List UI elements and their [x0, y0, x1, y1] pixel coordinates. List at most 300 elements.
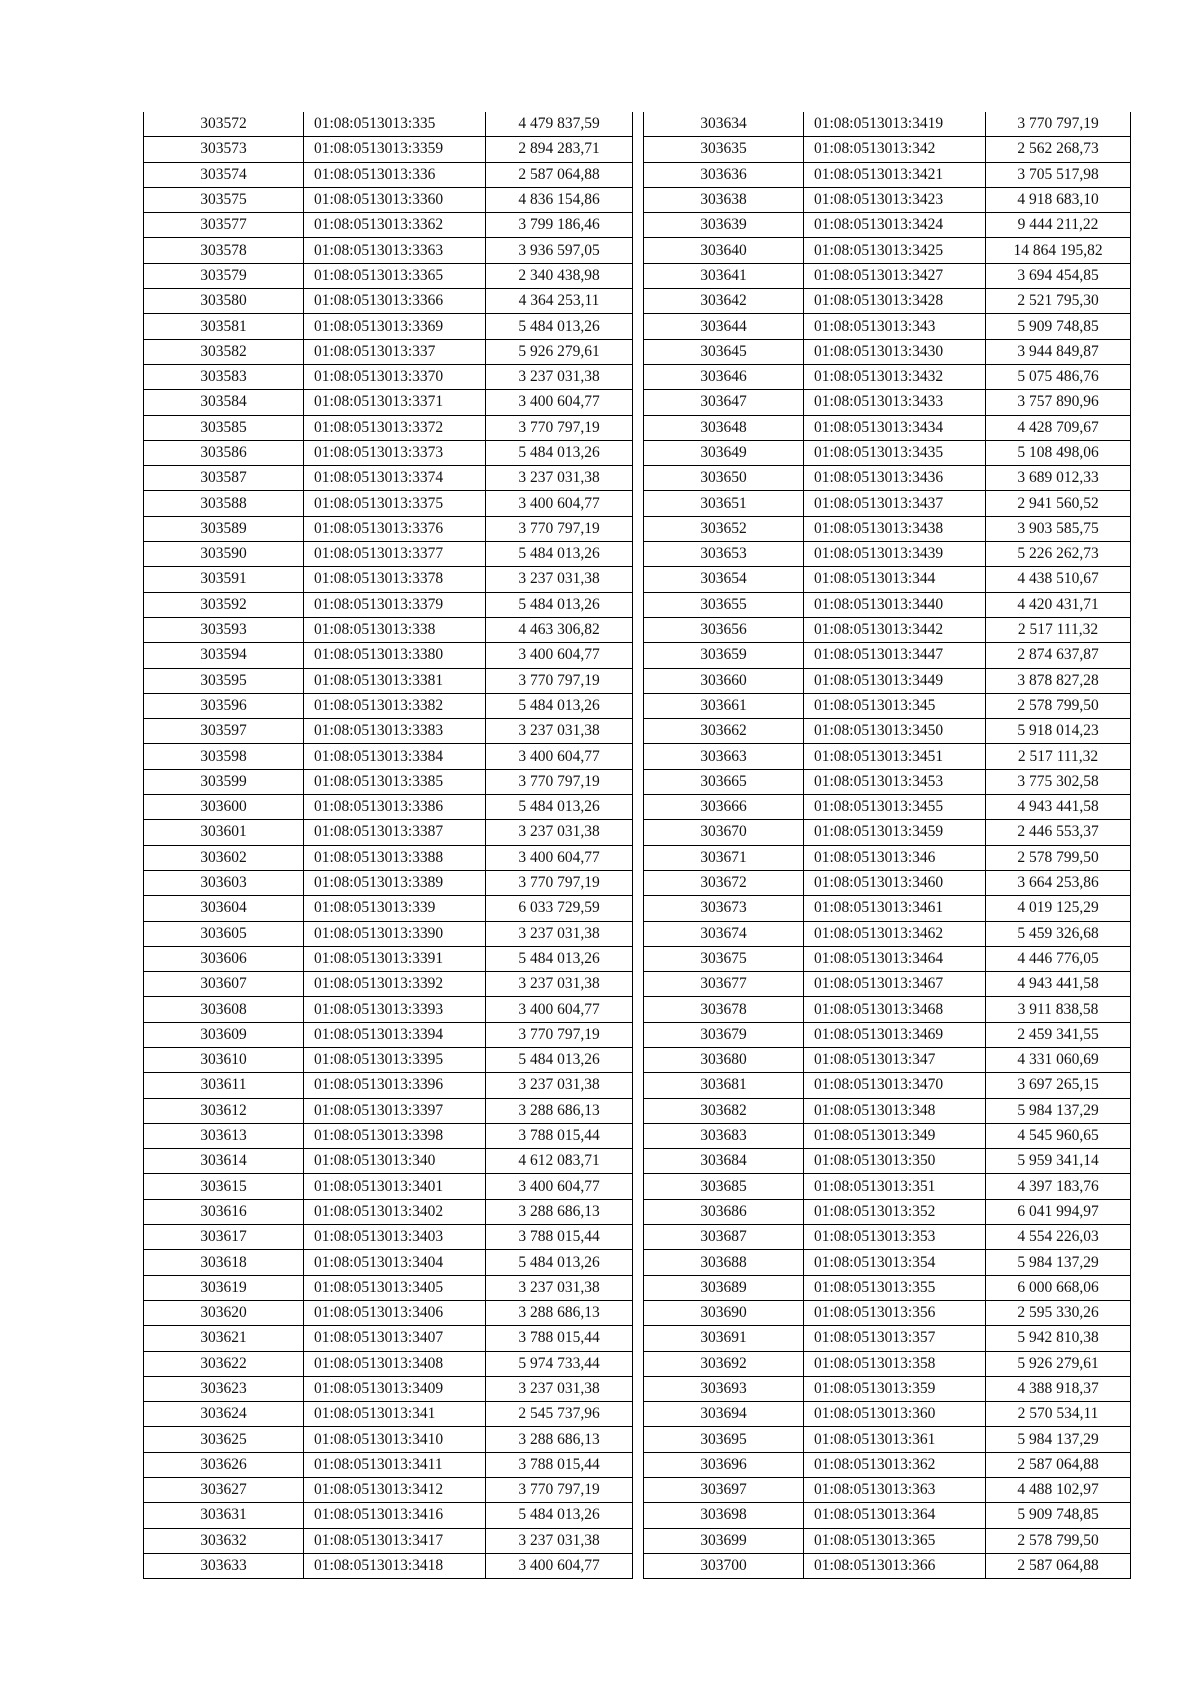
row-number-cell: 303572	[144, 112, 304, 137]
value-cell: 3 788 015,44	[486, 1452, 633, 1477]
row-number-cell: 303602	[144, 845, 304, 870]
cadastral-number-cell: 01:08:0513013:3416	[304, 1503, 486, 1528]
cadastral-number-cell: 01:08:0513013:3395	[304, 1047, 486, 1072]
table-row	[144, 162, 633, 187]
row-number-cell: 303593	[144, 617, 304, 642]
row-number-cell: 303634	[644, 112, 804, 137]
table-row	[144, 137, 633, 162]
cadastral-number-cell: 01:08:0513013:3382	[304, 693, 486, 718]
value-cell: 5 484 013,26	[486, 693, 633, 718]
row-number-cell: 303693	[644, 1376, 804, 1401]
table-row	[644, 744, 1131, 769]
cadastral-number-cell: 01:08:0513013:3469	[804, 1022, 986, 1047]
value-cell: 3 237 031,38	[486, 1528, 633, 1553]
value-cell: 2 587 064,88	[986, 1452, 1131, 1477]
table-row	[144, 1376, 633, 1401]
row-number-cell: 303615	[144, 1174, 304, 1199]
row-number-cell: 303683	[644, 1123, 804, 1148]
row-number-cell: 303583	[144, 364, 304, 389]
value-cell: 4 943 441,58	[986, 795, 1131, 820]
table-row	[144, 946, 633, 971]
row-number-cell: 303670	[644, 820, 804, 845]
row-number-cell: 303598	[144, 744, 304, 769]
value-cell: 3 288 686,13	[486, 1427, 633, 1452]
cadastral-number-cell: 01:08:0513013:3370	[304, 364, 486, 389]
table-row	[644, 1427, 1131, 1452]
cadastral-number-cell: 01:08:0513013:362	[804, 1452, 986, 1477]
row-number-cell: 303575	[144, 187, 304, 212]
cadastral-number-cell: 01:08:0513013:3387	[304, 820, 486, 845]
value-cell: 5 926 279,61	[986, 1351, 1131, 1376]
row-number-cell: 303646	[644, 364, 804, 389]
row-number-cell: 303678	[644, 997, 804, 1022]
row-number-cell: 303636	[644, 162, 804, 187]
cadastral-number-cell: 01:08:0513013:3386	[304, 795, 486, 820]
table-row	[144, 112, 633, 137]
row-number-cell: 303659	[644, 643, 804, 668]
row-number-cell: 303580	[144, 289, 304, 314]
value-cell: 5 484 013,26	[486, 440, 633, 465]
table-row	[644, 1250, 1131, 1275]
value-cell: 5 959 341,14	[986, 1149, 1131, 1174]
row-number-cell: 303627	[144, 1478, 304, 1503]
table-row	[644, 516, 1131, 541]
cadastral-number-cell: 01:08:0513013:3402	[304, 1199, 486, 1224]
table-row	[144, 1478, 633, 1503]
value-cell: 4 943 441,58	[986, 972, 1131, 997]
cadastral-number-cell: 01:08:0513013:3396	[304, 1073, 486, 1098]
table-row	[644, 1123, 1131, 1148]
row-number-cell: 303619	[144, 1275, 304, 1300]
cadastral-number-cell: 01:08:0513013:356	[804, 1300, 986, 1325]
table-row	[144, 289, 633, 314]
row-number-cell: 303618	[144, 1250, 304, 1275]
row-number-cell: 303644	[644, 314, 804, 339]
table-row	[144, 643, 633, 668]
table-row	[144, 1275, 633, 1300]
value-cell: 3 288 686,13	[486, 1199, 633, 1224]
table-row	[144, 1149, 633, 1174]
row-number-cell: 303648	[644, 415, 804, 440]
value-cell: 4 331 060,69	[986, 1047, 1131, 1072]
value-cell: 3 400 604,77	[486, 643, 633, 668]
cadastral-number-cell: 01:08:0513013:3470	[804, 1073, 986, 1098]
cadastral-number-cell: 01:08:0513013:3385	[304, 769, 486, 794]
value-cell: 4 479 837,59	[486, 112, 633, 137]
value-cell: 2 578 799,50	[986, 845, 1131, 870]
row-number-cell: 303613	[144, 1123, 304, 1148]
value-cell: 3 770 797,19	[486, 769, 633, 794]
value-cell: 4 388 918,37	[986, 1376, 1131, 1401]
table-row	[144, 542, 633, 567]
value-cell: 6 033 729,59	[486, 896, 633, 921]
cadastral-number-cell: 01:08:0513013:354	[804, 1250, 986, 1275]
cadastral-number-cell: 01:08:0513013:3388	[304, 845, 486, 870]
table-row	[644, 845, 1131, 870]
row-number-cell: 303641	[644, 263, 804, 288]
row-number-cell: 303585	[144, 415, 304, 440]
row-number-cell: 303640	[644, 238, 804, 263]
table-row	[144, 466, 633, 491]
value-cell: 5 942 810,38	[986, 1326, 1131, 1351]
row-number-cell: 303587	[144, 466, 304, 491]
cadastral-number-cell: 01:08:0513013:3384	[304, 744, 486, 769]
value-cell: 3 237 031,38	[486, 719, 633, 744]
value-cell: 3 288 686,13	[486, 1300, 633, 1325]
value-cell: 5 108 498,06	[986, 440, 1131, 465]
value-cell: 2 517 111,32	[986, 617, 1131, 642]
row-number-cell: 303679	[644, 1022, 804, 1047]
value-cell: 4 488 102,97	[986, 1478, 1131, 1503]
table-row	[644, 592, 1131, 617]
cadastral-number-cell: 01:08:0513013:344	[804, 567, 986, 592]
value-cell: 3 237 031,38	[486, 1376, 633, 1401]
value-cell: 3 788 015,44	[486, 1123, 633, 1148]
value-cell: 4 446 776,05	[986, 946, 1131, 971]
table-row	[644, 289, 1131, 314]
value-cell: 4 019 125,29	[986, 896, 1131, 921]
row-number-cell: 303607	[144, 972, 304, 997]
cadastral-number-cell: 01:08:0513013:3467	[804, 972, 986, 997]
table-row	[644, 820, 1131, 845]
value-cell: 2 446 553,37	[986, 820, 1131, 845]
row-number-cell: 303699	[644, 1528, 804, 1553]
cadastral-number-cell: 01:08:0513013:3432	[804, 364, 986, 389]
row-number-cell: 303686	[644, 1199, 804, 1224]
value-cell: 3 770 797,19	[486, 1478, 633, 1503]
value-cell: 14 864 195,82	[986, 238, 1131, 263]
table-row	[644, 162, 1131, 187]
value-cell: 5 918 014,23	[986, 719, 1131, 744]
value-cell: 4 612 083,71	[486, 1149, 633, 1174]
table-row	[144, 364, 633, 389]
row-number-cell: 303595	[144, 668, 304, 693]
value-cell: 3 400 604,77	[486, 1553, 633, 1578]
cadastral-number-cell: 01:08:0513013:336	[304, 162, 486, 187]
value-cell: 3 237 031,38	[486, 364, 633, 389]
row-number-cell: 303656	[644, 617, 804, 642]
table-row	[644, 339, 1131, 364]
cadastral-number-cell: 01:08:0513013:346	[804, 845, 986, 870]
right-table-body	[644, 112, 1131, 1579]
value-cell: 4 918 683,10	[986, 187, 1131, 212]
cadastral-number-cell: 01:08:0513013:3410	[304, 1427, 486, 1452]
table-row	[644, 137, 1131, 162]
row-number-cell: 303616	[144, 1199, 304, 1224]
value-cell: 2 521 795,30	[986, 289, 1131, 314]
cadastral-number-cell: 01:08:0513013:341	[304, 1402, 486, 1427]
row-number-cell: 303623	[144, 1376, 304, 1401]
row-number-cell: 303611	[144, 1073, 304, 1098]
row-number-cell: 303663	[644, 744, 804, 769]
value-cell: 3 770 797,19	[486, 1022, 633, 1047]
cadastral-number-cell: 01:08:0513013:3359	[304, 137, 486, 162]
cadastral-number-cell: 01:08:0513013:350	[804, 1149, 986, 1174]
value-cell: 2 874 637,87	[986, 643, 1131, 668]
value-cell: 2 595 330,26	[986, 1300, 1131, 1325]
table-row	[144, 1351, 633, 1376]
cadastral-number-cell: 01:08:0513013:3423	[804, 187, 986, 212]
row-number-cell: 303626	[144, 1452, 304, 1477]
cadastral-number-cell: 01:08:0513013:359	[804, 1376, 986, 1401]
table-row	[644, 896, 1131, 921]
value-cell: 3 400 604,77	[486, 744, 633, 769]
table-row	[144, 845, 633, 870]
cadastral-number-cell: 01:08:0513013:3449	[804, 668, 986, 693]
value-cell: 3 400 604,77	[486, 1174, 633, 1199]
cadastral-number-cell: 01:08:0513013:3455	[804, 795, 986, 820]
value-cell: 3 705 517,98	[986, 162, 1131, 187]
table-row	[644, 112, 1131, 137]
table-row	[644, 187, 1131, 212]
cadastral-number-cell: 01:08:0513013:3390	[304, 921, 486, 946]
row-number-cell: 303661	[644, 693, 804, 718]
table-row	[644, 1225, 1131, 1250]
table-row	[144, 187, 633, 212]
table-row	[644, 1022, 1131, 1047]
row-number-cell: 303584	[144, 390, 304, 415]
table-row	[644, 1478, 1131, 1503]
value-cell: 3 878 827,28	[986, 668, 1131, 693]
cadastral-number-cell: 01:08:0513013:3417	[304, 1528, 486, 1553]
table-row	[644, 440, 1131, 465]
cadastral-number-cell: 01:08:0513013:3371	[304, 390, 486, 415]
left-parcel-table	[143, 112, 633, 1579]
row-number-cell: 303672	[644, 870, 804, 895]
table-row	[644, 1326, 1131, 1351]
cadastral-number-cell: 01:08:0513013:3389	[304, 870, 486, 895]
cadastral-number-cell: 01:08:0513013:3379	[304, 592, 486, 617]
cadastral-number-cell: 01:08:0513013:338	[304, 617, 486, 642]
table-row	[644, 390, 1131, 415]
row-number-cell: 303682	[644, 1098, 804, 1123]
table-row	[644, 263, 1131, 288]
cadastral-number-cell: 01:08:0513013:3391	[304, 946, 486, 971]
value-cell: 2 941 560,52	[986, 491, 1131, 516]
cadastral-number-cell: 01:08:0513013:3434	[804, 415, 986, 440]
cadastral-number-cell: 01:08:0513013:3360	[304, 187, 486, 212]
cadastral-number-cell: 01:08:0513013:3409	[304, 1376, 486, 1401]
value-cell: 3 911 838,58	[986, 997, 1131, 1022]
cadastral-number-cell: 01:08:0513013:337	[304, 339, 486, 364]
table-row	[644, 921, 1131, 946]
table-row	[644, 364, 1131, 389]
table-row	[644, 238, 1131, 263]
row-number-cell: 303632	[144, 1528, 304, 1553]
value-cell: 5 484 013,26	[486, 314, 633, 339]
value-cell: 5 974 733,44	[486, 1351, 633, 1376]
row-number-cell: 303599	[144, 769, 304, 794]
value-cell: 5 484 013,26	[486, 542, 633, 567]
table-row	[644, 213, 1131, 238]
row-number-cell: 303606	[144, 946, 304, 971]
value-cell: 3 237 031,38	[486, 921, 633, 946]
cadastral-number-cell: 01:08:0513013:3419	[804, 112, 986, 137]
cadastral-number-cell: 01:08:0513013:365	[804, 1528, 986, 1553]
table-row	[644, 1351, 1131, 1376]
value-cell: 3 694 454,85	[986, 263, 1131, 288]
value-cell: 2 570 534,11	[986, 1402, 1131, 1427]
value-cell: 3 237 031,38	[486, 567, 633, 592]
cadastral-number-cell: 01:08:0513013:360	[804, 1402, 986, 1427]
cadastral-number-cell: 01:08:0513013:3393	[304, 997, 486, 1022]
row-number-cell: 303694	[644, 1402, 804, 1427]
cadastral-number-cell: 01:08:0513013:345	[804, 693, 986, 718]
value-cell: 3 799 186,46	[486, 213, 633, 238]
table-row	[644, 643, 1131, 668]
row-number-cell: 303666	[644, 795, 804, 820]
row-number-cell: 303591	[144, 567, 304, 592]
table-row	[644, 997, 1131, 1022]
cadastral-number-cell: 01:08:0513013:3437	[804, 491, 986, 516]
cadastral-number-cell: 01:08:0513013:361	[804, 1427, 986, 1452]
row-number-cell: 303579	[144, 263, 304, 288]
row-number-cell: 303594	[144, 643, 304, 668]
cadastral-number-cell: 01:08:0513013:355	[804, 1275, 986, 1300]
table-row	[144, 972, 633, 997]
table-row	[144, 870, 633, 895]
table-row	[144, 516, 633, 541]
cadastral-number-cell: 01:08:0513013:3378	[304, 567, 486, 592]
value-cell: 6 041 994,97	[986, 1199, 1131, 1224]
cadastral-number-cell: 01:08:0513013:3407	[304, 1326, 486, 1351]
table-row	[144, 1326, 633, 1351]
row-number-cell: 303617	[144, 1225, 304, 1250]
value-cell: 5 984 137,29	[986, 1427, 1131, 1452]
cadastral-number-cell: 01:08:0513013:3365	[304, 263, 486, 288]
cadastral-number-cell: 01:08:0513013:3427	[804, 263, 986, 288]
row-number-cell: 303653	[644, 542, 804, 567]
row-number-cell: 303698	[644, 1503, 804, 1528]
table-row	[644, 1098, 1131, 1123]
cadastral-number-cell: 01:08:0513013:3435	[804, 440, 986, 465]
value-cell: 5 909 748,85	[986, 314, 1131, 339]
value-cell: 5 226 262,73	[986, 542, 1131, 567]
table-row	[144, 263, 633, 288]
row-number-cell: 303680	[644, 1047, 804, 1072]
cadastral-number-cell: 01:08:0513013:342	[804, 137, 986, 162]
cadastral-number-cell: 01:08:0513013:3424	[804, 213, 986, 238]
cadastral-number-cell: 01:08:0513013:343	[804, 314, 986, 339]
cadastral-number-cell: 01:08:0513013:3392	[304, 972, 486, 997]
row-number-cell: 303691	[644, 1326, 804, 1351]
value-cell: 2 517 111,32	[986, 744, 1131, 769]
table-row	[144, 1300, 633, 1325]
cadastral-number-cell: 01:08:0513013:3401	[304, 1174, 486, 1199]
table-row	[144, 1123, 633, 1148]
cadastral-number-cell: 01:08:0513013:3461	[804, 896, 986, 921]
cadastral-number-cell: 01:08:0513013:352	[804, 1199, 986, 1224]
cadastral-number-cell: 01:08:0513013:3464	[804, 946, 986, 971]
cadastral-number-cell: 01:08:0513013:349	[804, 1123, 986, 1148]
row-number-cell: 303673	[644, 896, 804, 921]
table-row	[644, 466, 1131, 491]
row-number-cell: 303605	[144, 921, 304, 946]
table-row	[144, 617, 633, 642]
value-cell: 4 554 226,03	[986, 1225, 1131, 1250]
cadastral-number-cell: 01:08:0513013:364	[804, 1503, 986, 1528]
table-row	[644, 668, 1131, 693]
table-row	[644, 491, 1131, 516]
row-number-cell: 303649	[644, 440, 804, 465]
cadastral-number-cell: 01:08:0513013:3440	[804, 592, 986, 617]
row-number-cell: 303624	[144, 1402, 304, 1427]
row-number-cell: 303671	[644, 845, 804, 870]
row-number-cell: 303622	[144, 1351, 304, 1376]
value-cell: 2 340 438,98	[486, 263, 633, 288]
table-row	[644, 972, 1131, 997]
table-row	[144, 1073, 633, 1098]
row-number-cell: 303609	[144, 1022, 304, 1047]
cadastral-number-cell: 01:08:0513013:3372	[304, 415, 486, 440]
row-number-cell: 303662	[644, 719, 804, 744]
row-number-cell: 303692	[644, 1351, 804, 1376]
cadastral-number-cell: 01:08:0513013:3408	[304, 1351, 486, 1376]
value-cell: 5 484 013,26	[486, 1047, 633, 1072]
table-row	[644, 870, 1131, 895]
row-number-cell: 303603	[144, 870, 304, 895]
row-number-cell: 303655	[644, 592, 804, 617]
row-number-cell: 303621	[144, 1326, 304, 1351]
value-cell: 2 459 341,55	[986, 1022, 1131, 1047]
row-number-cell: 303588	[144, 491, 304, 516]
table-row	[644, 1528, 1131, 1553]
value-cell: 5 484 013,26	[486, 1503, 633, 1528]
cadastral-number-cell: 01:08:0513013:3374	[304, 466, 486, 491]
row-number-cell: 303581	[144, 314, 304, 339]
table-row	[644, 795, 1131, 820]
row-number-cell: 303601	[144, 820, 304, 845]
table-row	[144, 592, 633, 617]
table-row	[144, 769, 633, 794]
cadastral-number-cell: 01:08:0513013:3447	[804, 643, 986, 668]
row-number-cell: 303574	[144, 162, 304, 187]
row-number-cell: 303596	[144, 693, 304, 718]
value-cell: 2 562 268,73	[986, 137, 1131, 162]
row-number-cell: 303674	[644, 921, 804, 946]
value-cell: 5 484 013,26	[486, 795, 633, 820]
cadastral-number-cell: 01:08:0513013:3433	[804, 390, 986, 415]
row-number-cell: 303651	[644, 491, 804, 516]
cadastral-number-cell: 01:08:0513013:3362	[304, 213, 486, 238]
row-number-cell: 303652	[644, 516, 804, 541]
table-row	[144, 1503, 633, 1528]
table-row	[144, 668, 633, 693]
table-row	[644, 1402, 1131, 1427]
table-row	[144, 1225, 633, 1250]
row-number-cell: 303681	[644, 1073, 804, 1098]
cadastral-number-cell: 01:08:0513013:351	[804, 1174, 986, 1199]
table-row	[644, 946, 1131, 971]
cadastral-number-cell: 01:08:0513013:3363	[304, 238, 486, 263]
table-row	[644, 1452, 1131, 1477]
cadastral-number-cell: 01:08:0513013:3425	[804, 238, 986, 263]
value-cell: 2 578 799,50	[986, 1528, 1131, 1553]
value-cell: 3 903 585,75	[986, 516, 1131, 541]
row-number-cell: 303675	[644, 946, 804, 971]
cadastral-number-cell: 01:08:0513013:363	[804, 1478, 986, 1503]
value-cell: 3 400 604,77	[486, 491, 633, 516]
row-number-cell: 303689	[644, 1275, 804, 1300]
row-number-cell: 303654	[644, 567, 804, 592]
table-row	[644, 1553, 1131, 1578]
value-cell: 3 770 797,19	[486, 668, 633, 693]
table-row	[144, 314, 633, 339]
table-row	[644, 1149, 1131, 1174]
value-cell: 3 400 604,77	[486, 390, 633, 415]
cadastral-number-cell: 01:08:0513013:347	[804, 1047, 986, 1072]
row-number-cell: 303688	[644, 1250, 804, 1275]
